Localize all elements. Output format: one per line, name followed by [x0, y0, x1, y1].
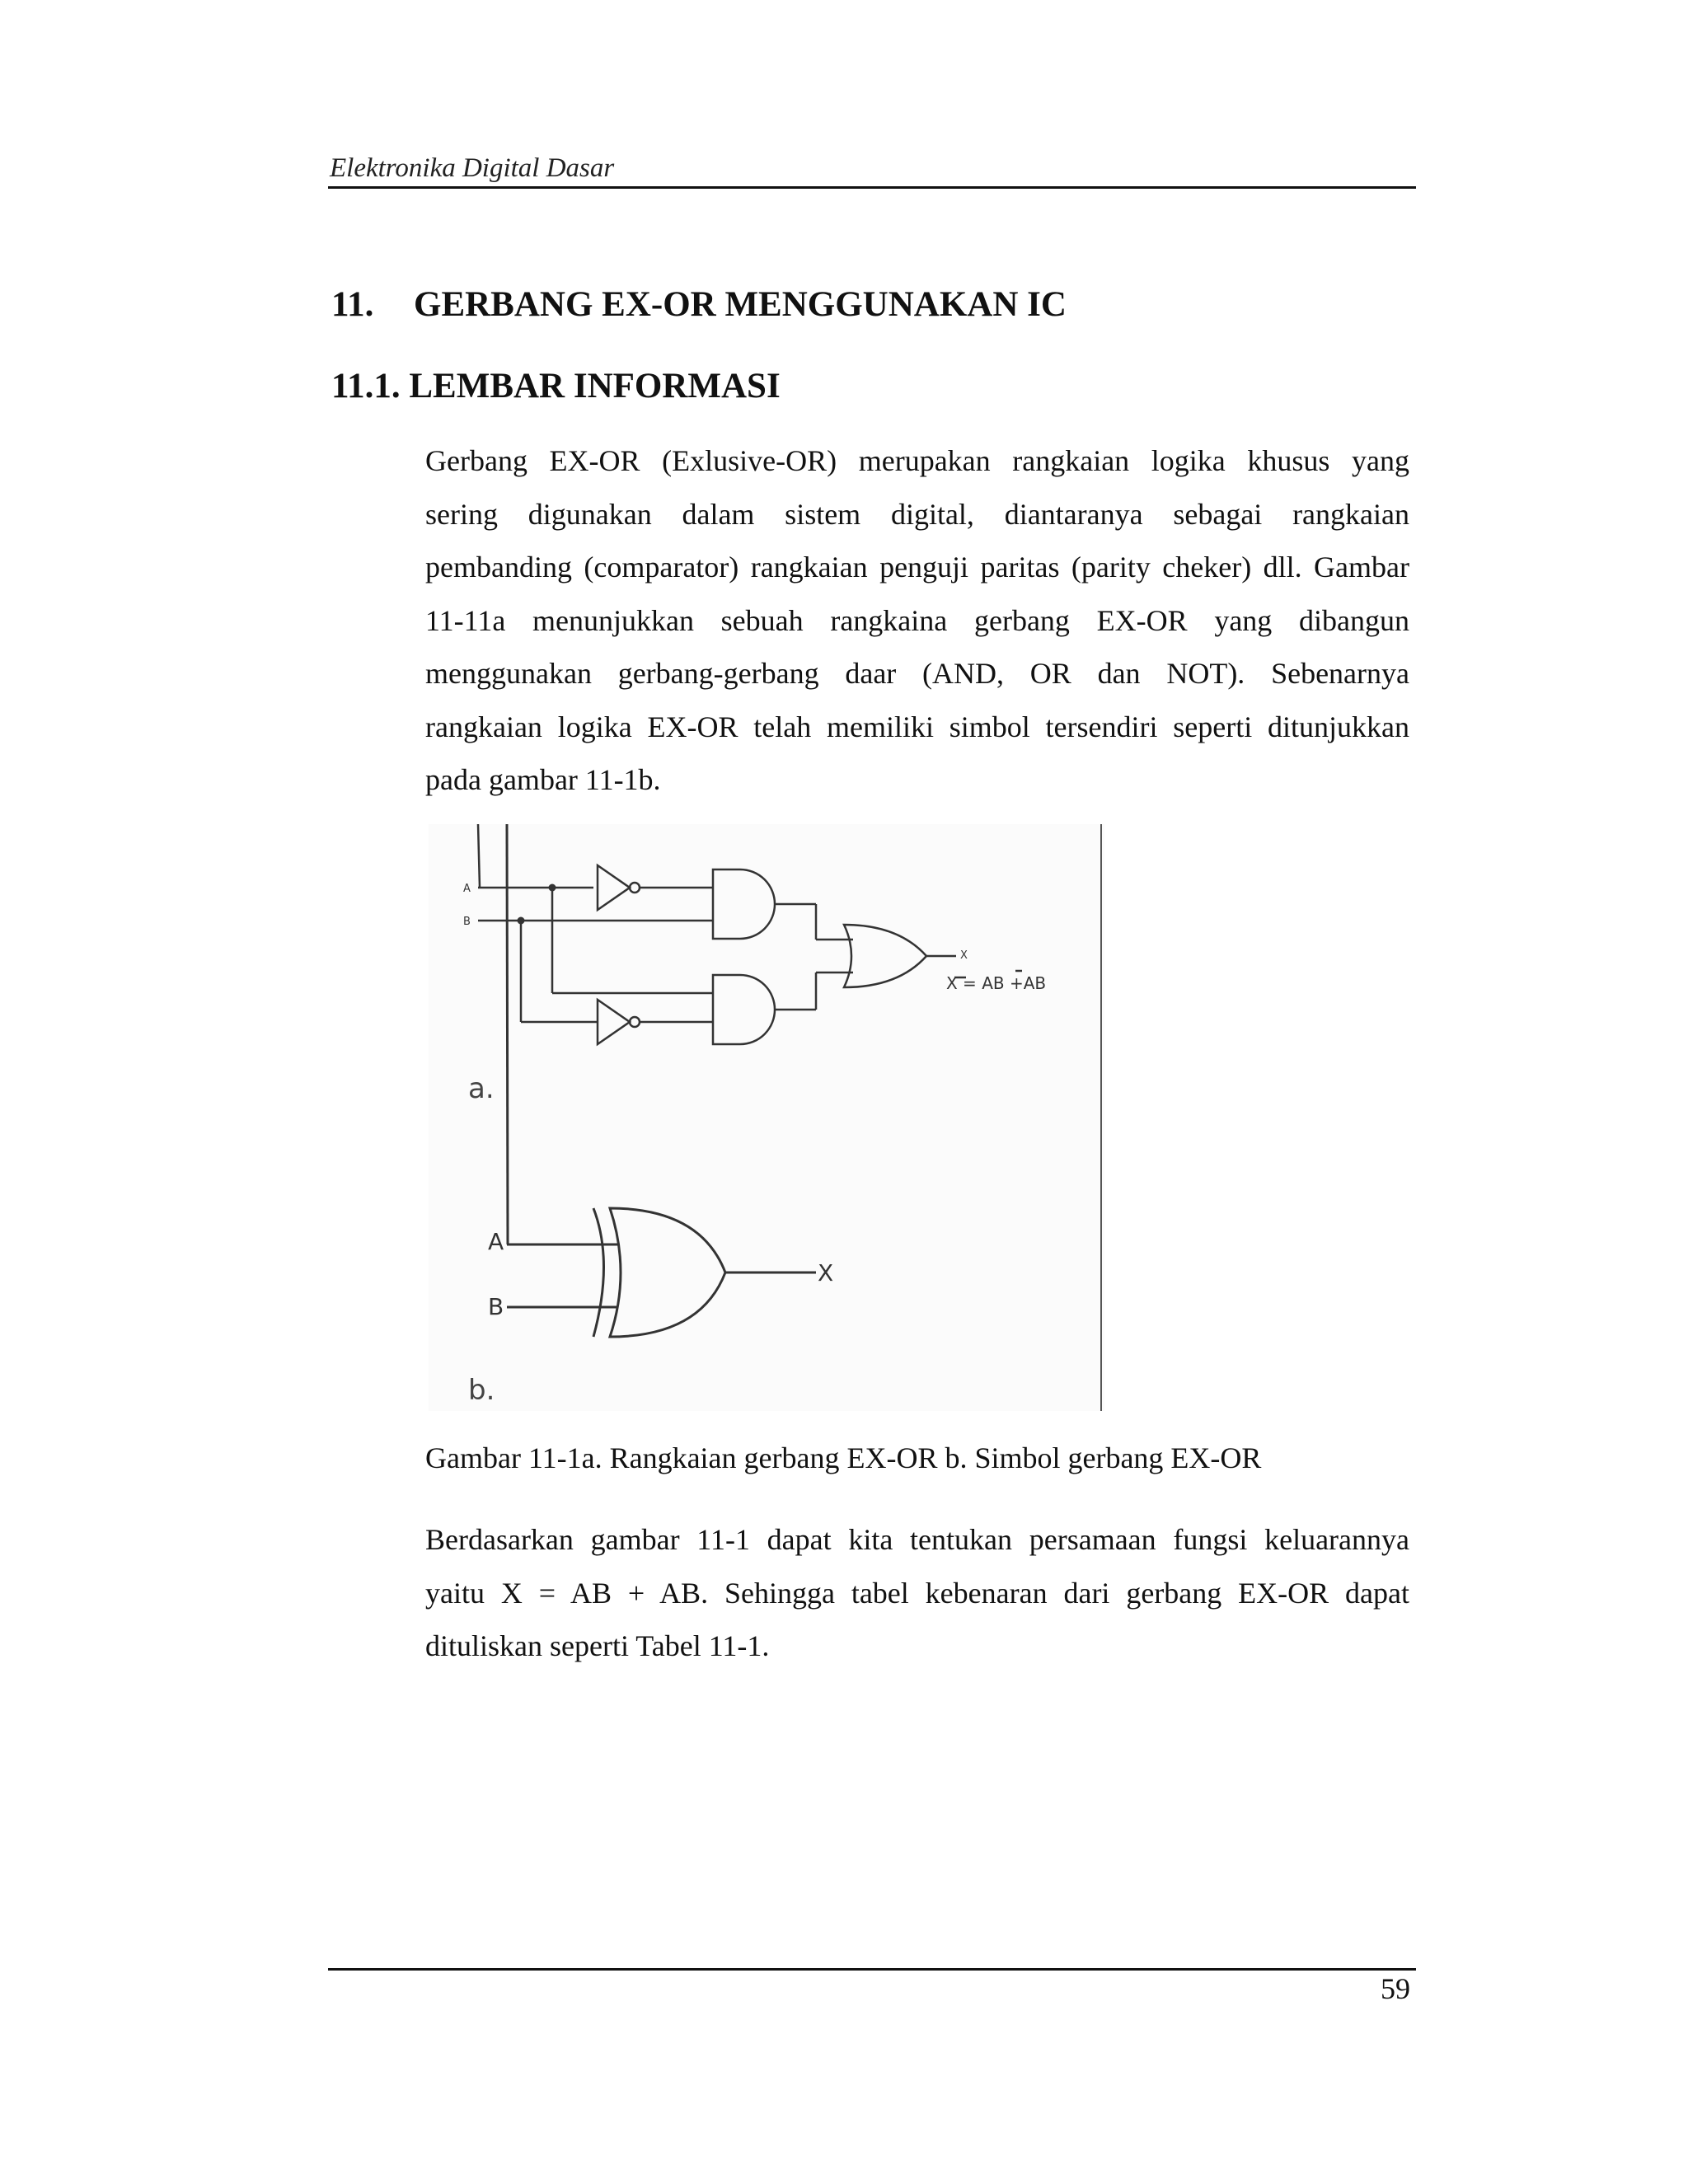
circuit-label-x: X — [960, 949, 968, 962]
running-header: Elektronika Digital Dasar — [330, 153, 615, 183]
paragraph-line: menggunakan gerbang-gerbang daar (AND, OR dan NOT). Sebenarnya — [425, 657, 1409, 690]
circuit-label-a: A — [463, 883, 471, 895]
paragraph-line: Gerbang EX-OR (Exlusive-OR) merupakan rangkaian logika khusus yang — [425, 444, 1409, 477]
circuit-equation: X = AB +AB — [946, 973, 1047, 993]
circuit-label-b: B — [463, 916, 471, 928]
xor-label-b: B — [488, 1293, 504, 1320]
and-gate-lower — [713, 975, 775, 1044]
exor-figure — [429, 824, 1104, 1411]
junction-dot-a — [549, 884, 556, 892]
exor-circuit-diagram — [429, 824, 1104, 1411]
or-gate — [844, 925, 926, 987]
truth-table-paragraph — [425, 1513, 1409, 1673]
header-rule — [328, 186, 1416, 189]
chapter-title-text: GERBANG EX-OR MENGGUNAKAN IC — [414, 285, 1067, 324]
not-gate-upper — [598, 865, 630, 910]
paragraph-line: sering digunakan dalam sistem digital, diantaranya sebagai rangkaian — [425, 497, 1409, 531]
xor-gate-symbol — [610, 1208, 725, 1337]
paragraph-line: pembanding (comparator) rangkaian penguji paritas (parity cheker) dll. Gambar — [425, 551, 1409, 583]
paragraph-line: dituliskan seperti Tabel 11-1. — [425, 1629, 770, 1662]
xor-label-a: A — [488, 1228, 504, 1255]
part-a-label: a. — [468, 1072, 495, 1105]
and-gate-upper — [713, 869, 775, 939]
junction-dot-b — [518, 917, 525, 925]
not-gate-lower — [598, 1000, 630, 1044]
paragraph-line: yaitu X = AB + AB. Sehingga tabel kebenaran dari gerbang EX-OR dapat — [425, 1576, 1409, 1610]
footer-rule — [328, 1968, 1416, 1971]
figure-caption: Gambar 11-1a. Rangkaian gerbang EX-OR b. Simbol gerbang EX-OR — [425, 1441, 1262, 1474]
xor-input-curve — [593, 1208, 604, 1337]
chapter-number: 11. — [331, 285, 374, 324]
paragraph-line: 11-11a menunjukkan sebuah rangkaina gerbang EX-OR yang dibangun — [425, 603, 1409, 637]
chapter-title — [331, 284, 1067, 325]
xor-label-x: X — [818, 1259, 834, 1286]
section-title: 11.1. LEMBAR INFORMASI — [331, 367, 781, 405]
part-b-label: b. — [468, 1374, 495, 1407]
figure-divider — [1100, 824, 1102, 1411]
intro-paragraph — [425, 434, 1409, 807]
paragraph-line: rangkaian logika EX-OR telah memiliki simbol tersendiri seperti ditunjukkan — [425, 710, 1409, 743]
paragraph-line: pada gambar 11-1b. — [425, 763, 661, 796]
page-number: 59 — [1381, 1972, 1410, 2005]
paragraph-line: Berdasarkan gambar 11-1 dapat kita tentukan persamaan fungsi keluarannya — [425, 1523, 1409, 1556]
